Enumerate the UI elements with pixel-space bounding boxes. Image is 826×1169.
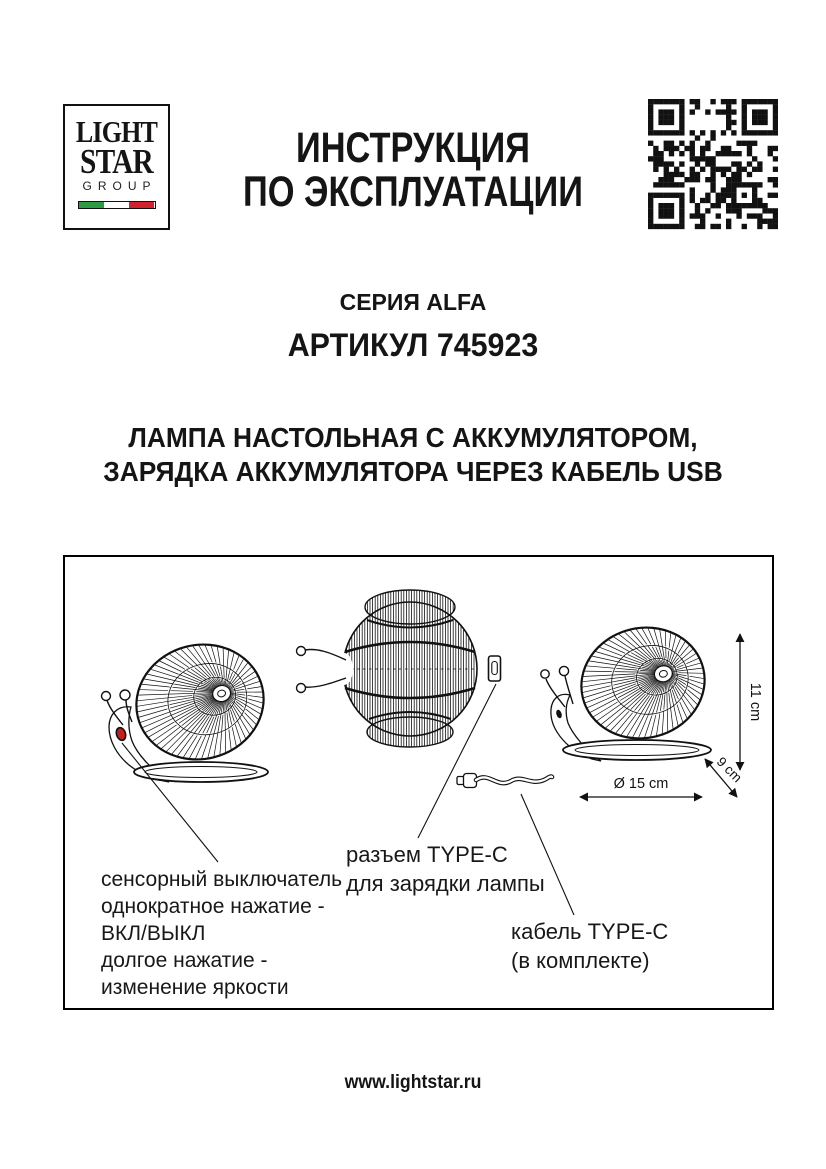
- qr-code: [648, 98, 778, 230]
- product-description-line2: ЗАРЯДКА АККУМУЛЯТОРА ЧЕРЕЗ КАБЕЛЬ USB: [103, 456, 723, 487]
- product-description: [25, 421, 801, 489]
- diagram-panel: [63, 555, 774, 1010]
- dim-depth-label: 9 cm: [713, 753, 746, 786]
- type-c-port-drawing: [489, 656, 501, 681]
- type-c-port-label: разъем TYPE-C для зарядки лампы: [346, 842, 545, 896]
- dim-diameter-label: Ø 15 cm: [613, 776, 669, 792]
- leader-touch-switch: [122, 743, 218, 862]
- website-url: www.lightstar.ru: [344, 1072, 482, 1093]
- qr-code-image: [648, 98, 778, 230]
- snail-side-left-drawing: [102, 631, 276, 782]
- type-c-cable-label: кабель TYPE-C (в комплекте): [511, 919, 669, 973]
- page-title: [83, 126, 744, 214]
- lamp-front-drawing: [297, 584, 501, 754]
- page-title-line2: ПО ЭКСПЛУАТАЦИИ: [243, 168, 583, 216]
- touch-switch-label: сенсорный выключатель однократное нажатие - ВКЛ/ВЫКЛ долгое нажатие - изменение яркости: [101, 868, 343, 999]
- page-title-line1: ИНСТРУКЦИЯ: [295, 124, 531, 172]
- snail-side-right-drawing: [541, 615, 717, 761]
- logo-word-light: LIGHT: [75, 114, 158, 149]
- type-c-cable-drawing: [457, 774, 552, 788]
- series-title: СЕРИЯ ALFA: [339, 289, 487, 315]
- logo-word-star: STAR: [80, 142, 153, 181]
- logo-word-group: GROUP: [82, 179, 157, 193]
- product-description-line1: ЛАМПА НАСТОЛЬНАЯ С АККУМУЛЯТОРОМ,: [128, 422, 698, 453]
- dim-height-label: 11 cm: [747, 682, 763, 722]
- article-number: АРТИКУЛ 745923: [287, 327, 539, 363]
